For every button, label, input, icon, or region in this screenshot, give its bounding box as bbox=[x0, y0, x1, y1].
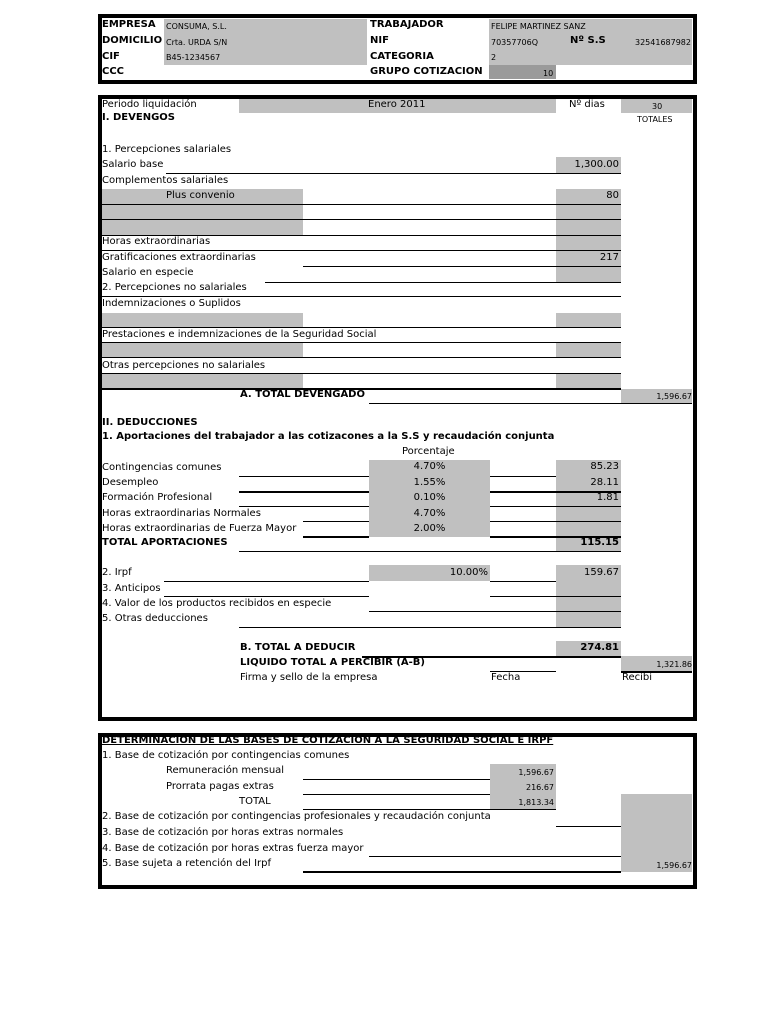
domicilio-label: DOMICILIO bbox=[102, 35, 163, 46]
irpf-base-label: 5. Base sujeta a retención del Irpf bbox=[102, 858, 272, 869]
empresa-label: EMPRESA bbox=[102, 19, 156, 30]
remuneracion-value: 1,596.67 bbox=[518, 768, 554, 777]
especie-label: Salario en especie bbox=[102, 267, 194, 278]
line bbox=[239, 491, 369, 493]
dias-label: Nº dias bbox=[569, 99, 605, 110]
anticipos-label: 3. Anticipos bbox=[102, 583, 161, 594]
line bbox=[303, 794, 490, 795]
horas-fuerza-label: 4. Base de cotización por horas extras fuerza mayor bbox=[102, 843, 364, 854]
total-base-value: 1,813.34 bbox=[518, 798, 554, 807]
aportacion-value: 1.81 bbox=[596, 492, 619, 503]
line bbox=[303, 779, 490, 780]
prorrata-value: 216.67 bbox=[526, 783, 554, 792]
line bbox=[490, 506, 621, 507]
complementos-label: Complementos salariales bbox=[102, 175, 229, 186]
prorrata-label: Prorrata pagas extras bbox=[166, 781, 274, 792]
aportacion-label: Horas extraordinarias Normales bbox=[102, 508, 261, 519]
line bbox=[239, 476, 369, 477]
line bbox=[490, 581, 556, 582]
line bbox=[166, 173, 621, 174]
deducciones-values-bg bbox=[556, 581, 621, 627]
liquido-value: 1,321.86 bbox=[656, 660, 692, 669]
salario-base-value: 1,300.00 bbox=[574, 159, 619, 170]
nss-value: 32541687982 bbox=[635, 38, 691, 47]
gratificaciones-value: 217 bbox=[599, 252, 619, 263]
periodo-label: Periodo liquidación bbox=[102, 99, 197, 110]
grupo-label: GRUPO COTIZACION bbox=[370, 66, 483, 77]
aportacion-value: 85.23 bbox=[590, 461, 619, 472]
prestaciones-val-bg bbox=[556, 343, 621, 358]
deducciones-title: II. DEDUCCIONES bbox=[102, 417, 198, 428]
recibi-label: Recibi bbox=[622, 672, 653, 683]
total-devengado-value: 1,596.67 bbox=[656, 392, 692, 401]
horas-normales-label: 3. Base de cotización por horas extras normales bbox=[102, 827, 344, 838]
line bbox=[369, 611, 621, 612]
line bbox=[239, 627, 621, 628]
liquido-label: LIQUIDO TOTAL A PERCIBIR (A-B) bbox=[240, 657, 425, 668]
nss-label: Nº S.S bbox=[570, 35, 606, 46]
bases-title: DETERMINACION DE LAS BASES DE COTIZACION A LA SEGURIDAD SOCIAL E IRPF bbox=[102, 735, 554, 746]
indemnizaciones-val-bg bbox=[556, 313, 621, 328]
plus-convenio-label: Plus convenio bbox=[166, 190, 235, 201]
trabajador-label: TRABAJADOR bbox=[370, 19, 444, 30]
line bbox=[303, 871, 621, 873]
fecha-label: Fecha bbox=[491, 672, 521, 683]
line bbox=[490, 476, 556, 477]
total-aportaciones-value: 115.15 bbox=[580, 537, 619, 548]
aportacion-pct: 0.10% bbox=[413, 492, 446, 503]
otras-perc-val-bg bbox=[556, 374, 621, 389]
aportacion-value: 28.11 bbox=[590, 477, 619, 488]
prestaciones-label: Prestaciones e indemnizaciones de la Seguridad Social bbox=[102, 329, 377, 340]
otras-perc-bg bbox=[102, 374, 303, 389]
line bbox=[490, 596, 621, 597]
totales-label: TOTALES bbox=[637, 115, 673, 124]
no-salariales-label: 2. Percepciones no salariales bbox=[102, 282, 247, 293]
line bbox=[102, 373, 621, 374]
horas-extra-label: Horas extraordinarias bbox=[102, 236, 211, 247]
profesionales-label: 2. Base de cotización por contingencias profesionales y recaudación conjunta bbox=[102, 811, 491, 822]
line bbox=[164, 581, 369, 582]
line bbox=[102, 204, 621, 205]
cif-value: B45-1234567 bbox=[166, 53, 221, 62]
percepciones-salariales: 1. Percepciones salariales bbox=[102, 144, 232, 155]
aportacion-label: Horas extraordinarias de Fuerza Mayor bbox=[102, 523, 297, 534]
irpf-pct: 10.00% bbox=[449, 567, 488, 578]
line bbox=[369, 856, 621, 857]
periodo-value: Enero 2011 bbox=[368, 99, 426, 110]
otras-percepciones-label: Otras percepciones no salariales bbox=[102, 360, 266, 371]
line bbox=[303, 536, 369, 538]
aportacion-pct: 2.00% bbox=[413, 523, 446, 534]
cif-label: CIF bbox=[102, 51, 120, 62]
line bbox=[556, 826, 621, 827]
horas-extra-bg bbox=[556, 235, 621, 251]
indemnizaciones-label: Indemnizaciones o Suplidos bbox=[102, 298, 241, 309]
nif-label: NIF bbox=[370, 35, 389, 46]
gratificaciones-label: Gratificaciones extraordinarias bbox=[102, 252, 256, 263]
remuneracion-label: Remuneración mensual bbox=[166, 765, 285, 776]
line bbox=[102, 342, 621, 343]
contingencias-label: 1. Base de cotización por contingencias comunes bbox=[102, 750, 350, 761]
domicilio-value: Crta. URDA S/N bbox=[166, 38, 228, 47]
bases-totals-bg bbox=[621, 794, 692, 856]
line bbox=[303, 266, 621, 267]
indemnizaciones-bg bbox=[102, 313, 303, 328]
dias-value: 30 bbox=[652, 102, 663, 111]
aportacion-label: Contingencias comunes bbox=[102, 462, 222, 473]
line bbox=[490, 521, 621, 522]
line bbox=[102, 357, 621, 358]
irpf-base-value: 1,596.67 bbox=[656, 861, 692, 870]
total-deducir-value: 274.81 bbox=[580, 642, 619, 653]
total-aportaciones-label: TOTAL APORTACIONES bbox=[102, 537, 228, 548]
categoria-label: CATEGORIA bbox=[370, 51, 434, 62]
grupo-value: 10 bbox=[543, 69, 554, 78]
aportacion-label: Desempleo bbox=[102, 477, 159, 488]
devengos-title: I. DEVENGOS bbox=[102, 112, 175, 123]
porcentaje-label: Porcentaje bbox=[402, 446, 455, 457]
line bbox=[239, 551, 621, 552]
firma-label: Firma y sello de la empresa bbox=[240, 672, 378, 683]
line bbox=[265, 282, 621, 283]
prestaciones-bg bbox=[102, 343, 303, 358]
irpf-value: 159.67 bbox=[584, 567, 619, 578]
total-devengado-label: A. TOTAL DEVENGADO bbox=[240, 389, 365, 400]
salario-base-label: Salario base bbox=[102, 159, 164, 170]
aportacion-label: Formación Profesional bbox=[102, 492, 213, 503]
ccc-label: CCC bbox=[102, 66, 125, 77]
total-deducir-label: B. TOTAL A DEDUCIR bbox=[240, 642, 356, 653]
aportacion-pct: 4.70% bbox=[413, 508, 446, 519]
aportacion-pct: 4.70% bbox=[413, 461, 446, 472]
total-base-label: TOTAL bbox=[239, 796, 271, 807]
categoria-value: 2 bbox=[491, 53, 497, 62]
aportacion-pct: 1.55% bbox=[413, 477, 446, 488]
especie-deduccion-label: 4. Valor de los productos recibidos en especie bbox=[102, 598, 332, 609]
irpf-label: 2. Irpf bbox=[102, 567, 132, 578]
otras-deducciones-label: 5. Otras deducciones bbox=[102, 613, 208, 624]
line bbox=[102, 219, 621, 220]
empresa-value: CONSUMA, S.L. bbox=[166, 22, 227, 31]
trabajador-value: FELIPE MARTINEZ SANZ bbox=[491, 22, 586, 31]
line bbox=[303, 521, 369, 522]
especie-bg bbox=[556, 267, 621, 282]
nif-value: 70357706Q bbox=[491, 38, 539, 47]
plus-convenio-value: 80 bbox=[606, 190, 619, 201]
aportaciones-title: 1. Aportaciones del trabajador a las cotizacones a la S.S y recaudación conjunta bbox=[102, 431, 555, 442]
